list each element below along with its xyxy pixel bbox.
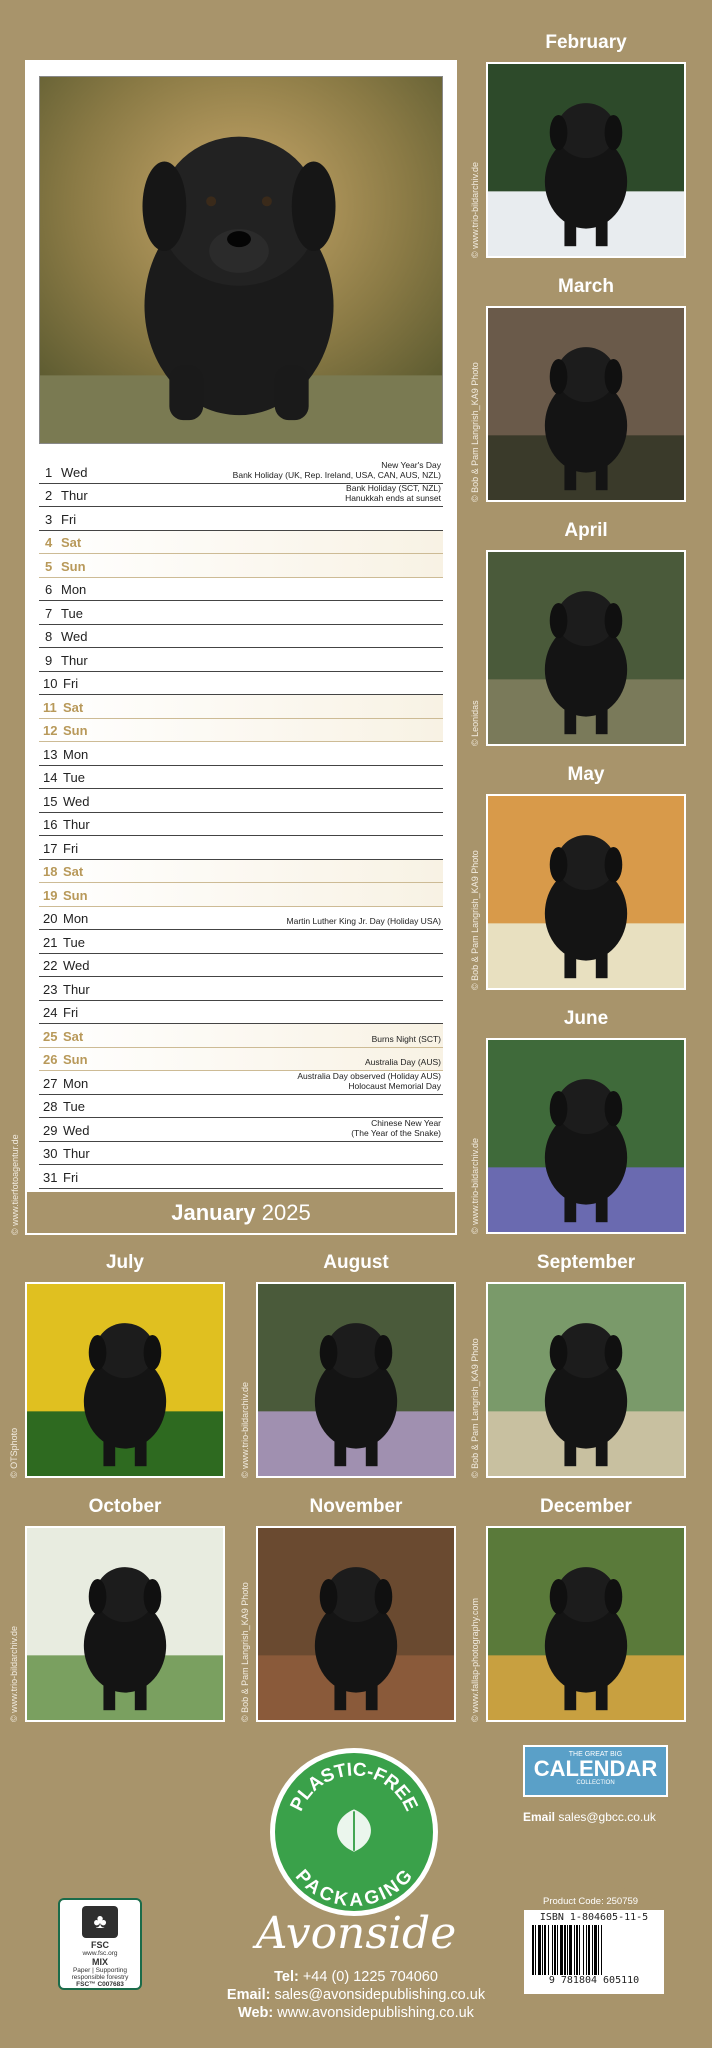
day-row [39,789,443,813]
event-line: (The Year of the Snake) [351,1127,441,1138]
day-name: Sat [63,699,84,715]
barcode-bars [532,1925,656,1975]
event-note [233,460,441,480]
day-name: Mon [63,746,89,762]
photo-credit: © www.fallap-photography.com [470,1597,480,1722]
fsc-tree-icon: ♣ [82,1906,118,1938]
fsc-mix: MIX [91,1957,108,1967]
day-name: Tue [61,605,83,621]
day-row [39,1001,443,1025]
day-number: 6 [45,582,53,597]
day-name: Sat [61,535,82,550]
event-note [345,483,441,503]
day-number: 24 [43,1005,58,1020]
month-dog-photo [486,794,686,990]
day-number: 28 [43,1099,58,1114]
day-name: Sun [61,558,86,574]
day-number: 13 [43,746,58,762]
day-number: 8 [45,629,53,644]
product-code: Product Code: 250759 [543,1896,639,1907]
day-name: Mon [61,582,87,597]
day-name: Thur [63,981,90,997]
photo-credit: © www.trio-bildarchiv.de [240,1382,250,1478]
day-number: 14 [43,770,58,785]
main-dog-photo [39,76,443,444]
photo-credit: © www.tierfotoagentur.de [10,1134,20,1235]
day-name: Thur [63,1146,90,1161]
day-number: 19 [43,887,58,903]
gbcc-email-label: Email [523,1810,556,1824]
day-name: Sun [63,723,88,738]
day-number: 26 [43,1052,58,1067]
day-number: 30 [43,1146,58,1161]
month-dog-photo [25,1526,225,1722]
event-line: Burns Night (SCT) [371,1033,441,1044]
day-row [39,1142,443,1166]
day-row [39,507,443,531]
day-number: 3 [45,511,53,527]
tel[interactable]: +44 (0) 1225 704060 [302,1969,438,1985]
brand-name: Avonside [255,1908,457,1959]
event-line: Holocaust Memorial Day [348,1080,441,1091]
day-number: 12 [43,723,58,738]
day-name: Wed [61,629,88,644]
day-name: Wed [63,793,90,809]
barcode-digits: 9 781804 605110 [548,1975,640,1986]
day-row [39,625,443,649]
day-name: Mon [63,911,89,926]
day-row [39,695,443,719]
month-dog-photo [256,1282,456,1478]
event-note [287,916,441,926]
email[interactable]: sales@avonsidepublishing.co.uk [274,1987,486,2003]
event-line: Chinese New Year [371,1117,441,1128]
event-line: Australia Day observed (Holiday AUS) [297,1070,441,1081]
day-name: Wed [63,958,90,973]
day-row [39,1118,443,1142]
month-dog-photo [256,1526,456,1722]
day-name: Thur [61,652,88,668]
svg-text:PLASTIC-FREE [286,1758,423,1814]
day-number: 21 [43,934,58,950]
day-number: 15 [43,793,58,809]
day-row [39,578,443,602]
month-dog-photo [486,1038,686,1234]
day-number: 7 [45,605,53,621]
event-note [297,1071,441,1091]
day-name: Tue [63,770,85,785]
month-dog-photo [486,1526,686,1722]
day-name: Mon [63,1075,89,1091]
month-title: September [536,1252,636,1273]
photo-credit: © www.trio-bildarchiv.de [470,162,480,258]
day-row [39,930,443,954]
month-dog-photo [486,1282,686,1478]
day-number: 1 [45,464,53,480]
day-name: Sun [63,887,88,903]
day-row [39,813,443,837]
month-title: May [567,764,605,785]
day-row [39,719,443,743]
gbcc-big-text: CALENDAR [533,1756,658,1781]
day-row [39,836,443,860]
day-name: Fri [63,1005,79,1020]
day-row [39,766,443,790]
month-title: July [105,1252,145,1273]
day-row [39,860,443,884]
day-row [39,531,443,555]
svg-text:PACKAGING [292,1865,416,1910]
month-dog-photo [486,306,686,502]
day-number: 29 [43,1122,58,1138]
fsc-desc: Paper | Supporting responsible forestry [71,1967,129,1981]
event-line: Bank Holiday (SCT, NZL) [346,483,441,493]
photo-credit: © Bob & Pam Langrish_KA9 Photo [470,850,480,990]
photo-credit: © Bob & Pam Langrish_KA9 Photo [240,1582,250,1722]
barcode [524,1910,664,1994]
plastic-bottom-text: PACKAGING [291,1865,417,1910]
event-line: New Year's Day [381,459,441,470]
day-row [39,484,443,508]
day-name: Thur [63,817,90,832]
photo-credit: © www.trio-bildarchiv.de [9,1626,19,1722]
plastic-free-badge [270,1748,438,1916]
day-row [39,742,443,766]
day-name: Fri [63,1169,79,1185]
day-row [39,1048,443,1072]
day-name: Fri [63,676,79,691]
day-number: 27 [43,1075,58,1091]
month-band [25,1192,457,1235]
year: 2025 [261,1200,311,1225]
event-line: Hanukkah ends at sunset [345,493,441,503]
day-number: 20 [43,911,58,926]
day-row [39,1071,443,1095]
month-title: November [309,1496,403,1517]
day-number: 10 [43,676,58,691]
day-name: Sat [63,864,84,879]
plastic-top-text: PLASTIC-FREE [285,1758,423,1815]
month-dog-photo [486,550,686,746]
event-note [372,1034,441,1044]
day-row [39,601,443,625]
gbcc-sub-text: COLLECTION [576,1780,615,1786]
day-number: 23 [43,981,58,997]
day-row [39,1165,443,1189]
month-title: February [545,32,627,53]
day-row [39,460,443,484]
day-number: 4 [45,535,53,550]
photo-credit: © www.trio-bildarchiv.de [470,1138,480,1234]
day-number: 18 [43,864,58,879]
gbcc-email-line [523,1810,656,1824]
photo-credit: © Bob & Pam Langrish_KA9 Photo [470,362,480,502]
day-row [39,954,443,978]
web-label: Web: [238,2005,274,2021]
day-number: 9 [45,652,53,668]
event-note [351,1118,441,1138]
photo-credit: © OTSphoto [9,1427,19,1478]
photo-credit: © Bob & Pam Langrish_KA9 Photo [470,1338,480,1478]
day-row [39,907,443,931]
month-title: December [540,1496,632,1517]
photo-credit: © Leonidas [470,700,480,746]
leaf-icon [337,1809,371,1851]
fsc-logo: ♣ FSC www.fsc.org MIX Paper | Supporting responsible forestry FSC™ C007683 [58,1898,142,1990]
tel-label: Tel: [274,1969,299,1985]
day-name: Fri [63,840,79,856]
web[interactable]: www.avonsidepublishing.co.uk [277,2005,474,2021]
month-title: August [323,1252,389,1273]
gbcc-small-text: THE GREAT BIG [568,1751,623,1758]
month-dog-photo [25,1282,225,1478]
day-number: 31 [43,1169,58,1185]
barcode-bar [602,1925,604,1975]
isbn: ISBN 1-804605-11-5 [539,1912,649,1923]
day-number: 16 [43,817,58,832]
day-number: 5 [45,558,53,574]
day-number: 17 [43,840,58,856]
fsc-site: www.fsc.org [82,1950,118,1957]
day-name: Thur [61,488,88,503]
main-month-card [25,60,457,1235]
month-name: January [171,1200,256,1225]
day-row [39,1095,443,1119]
event-line: Martin Luther King Jr. Day (Holiday USA) [286,916,441,926]
day-name: Wed [63,1122,90,1138]
fsc-code: FSC™ C007683 [76,1981,124,1988]
gbcc-email[interactable]: sales@gbcc.co.uk [558,1810,656,1824]
month-dog-photo [486,62,686,258]
day-row [39,648,443,672]
day-row [39,672,443,696]
event-line: Australia Day (AUS) [364,1057,441,1067]
email-label: Email: [226,1987,271,2003]
day-number: 25 [43,1028,58,1044]
day-name: Wed [61,464,88,480]
day-row [39,554,443,578]
event-line: Bank Holiday (UK, Rep. Ireland, USA, CAN, AUS, NZL) [232,469,441,480]
day-name: Fri [61,511,77,527]
gbcc-logo [523,1745,668,1797]
day-row [39,1024,443,1048]
month-title: October [88,1496,162,1517]
day-number: 2 [45,488,53,503]
day-row [39,883,443,907]
day-name: Tue [63,1099,85,1114]
day-number: 22 [43,958,58,973]
day-name: Sun [63,1052,88,1067]
event-note [365,1057,441,1067]
day-name: Sat [63,1028,84,1044]
month-title: June [563,1008,609,1029]
month-title: April [564,520,608,541]
day-name: Tue [63,934,85,950]
month-title: March [558,276,614,297]
day-list [39,460,443,1189]
day-number: 11 [43,699,57,715]
day-row [39,977,443,1001]
